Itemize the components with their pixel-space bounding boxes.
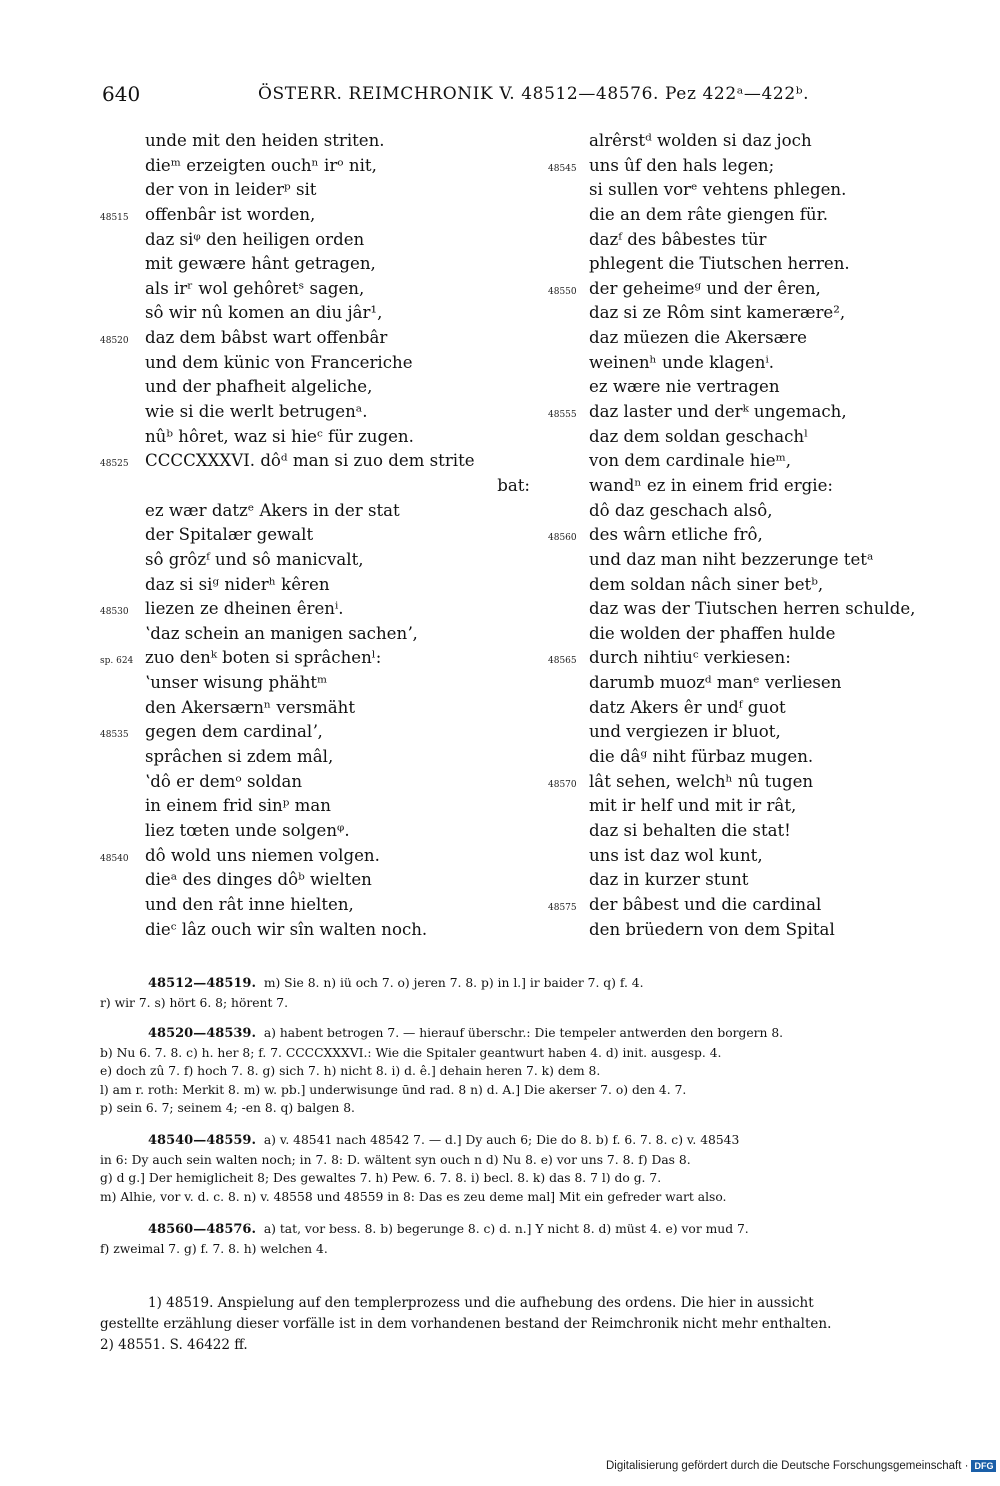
verse-line — [548, 548, 968, 573]
apparatus-line: f) zweimal 7. g) f. 7. 8. h) welchen 4. — [100, 1241, 328, 1256]
apparatus-range: 48520—48539. — [148, 1026, 256, 1041]
verse-text: dieᵃ des dinges dôᵇ wielten — [145, 870, 372, 890]
verse-text: daz laster und derᵏ ungemach, — [589, 402, 847, 422]
verse-text: nûᵇ hôret, waz si hieᶜ für zugen. — [145, 426, 414, 446]
verse-text: die wolden der phaffen hulde — [589, 623, 836, 643]
verse-line — [548, 844, 968, 869]
verse-text: der bâbest und die cardinal — [589, 894, 822, 914]
page-number: 640 — [102, 82, 141, 106]
apparatus-line: 48512—48519. m) Sie 8. n) iü och 7. o) jeren 7. 8. p) in l.] ir baider 7. q) f. 4. — [148, 976, 644, 991]
text-column-right — [548, 129, 968, 942]
verse-line — [100, 770, 530, 795]
verse-text: dieᶜ lâz ouch wir sîn walten noch. — [145, 919, 428, 939]
digitization-footer: Digitalisierung gefördert durch die Deutsche Forschungsgemeinschaft · DFG — [606, 1460, 996, 1472]
verse-line — [100, 893, 530, 918]
verse-line — [548, 646, 968, 671]
verse-text: den Akersærnⁿ versmäht — [145, 697, 356, 717]
footer-credit: Digitalisierung gefördert durch die Deutsche Forschungsgemeinschaft — [606, 1460, 962, 1473]
apparatus-line: p) sein 6. 7; seinem 4; -en 8. q) balgen 8. — [100, 1101, 355, 1116]
verse-line — [548, 893, 968, 918]
verse-line — [100, 868, 530, 893]
verse-line — [100, 671, 530, 696]
verse-text: daz was der Tiutschen herren schulde, — [589, 599, 916, 619]
verse-line — [100, 449, 530, 474]
verse-line — [548, 326, 968, 351]
verse-line — [100, 301, 530, 326]
verse-line — [548, 770, 968, 795]
dfg-logo: DFG — [971, 1460, 996, 1472]
verse-text: den brüedern von dem Spital — [589, 919, 835, 939]
verse-text: und vergiezen ir bluot, — [589, 722, 781, 742]
verse-line — [548, 425, 968, 450]
apparatus-line: 48540—48559. a) v. 48541 nach 48542 7. — d.] Dy auch 6; Die do 8. b) f. 6. 7. 8. c) v. 48543 — [148, 1133, 740, 1148]
verse-text: wie si die werlt betrugenᵃ. — [145, 402, 368, 422]
verse-line — [548, 400, 968, 425]
running-head: ÖSTERR. REIMCHRONIK V. 48512—48576. Pez 422ᵃ—422ᵇ. — [258, 84, 810, 104]
verse-text: datz Akers êr undᶠ guot — [589, 697, 786, 717]
verse-text: dieᵐ erzeigten ouchⁿ irᵒ nit, — [145, 155, 377, 175]
verse-text: wandⁿ ez in einem frid ergie: — [589, 475, 833, 495]
verse-text: daz si behalten die stat! — [589, 820, 791, 840]
verse-line — [548, 178, 968, 203]
verse-text: phlegent die Tiutschen herren. — [589, 254, 850, 274]
verse-number: 48540 — [100, 853, 129, 864]
verse-text: ez wær datzᵉ Akers in der stat — [145, 500, 400, 520]
verse-line — [548, 499, 968, 524]
verse-line — [100, 819, 530, 844]
verse-line — [100, 720, 530, 745]
verse-line — [100, 548, 530, 573]
verse-text: dô daz geschach alsô, — [589, 500, 773, 520]
verse-text: dô wold uns niemen volgen. — [145, 845, 380, 865]
verse-line — [100, 474, 530, 499]
apparatus-range: 48560—48576. — [148, 1222, 256, 1237]
verse-line — [100, 622, 530, 647]
verse-number: 48545 — [548, 163, 577, 174]
note-line: gestellte erzählung dieser vorfälle ist in dem vorhandenen bestand der Reimchronik nicht mehr enthalten. — [100, 1316, 832, 1332]
verse-line — [548, 375, 968, 400]
verse-number: 48525 — [100, 459, 129, 470]
verse-text: mit gewære hânt getragen, — [145, 254, 376, 274]
verse-line — [100, 499, 530, 524]
verse-text: gegen dem cardinalʼ, — [145, 722, 323, 742]
explanatory-notes — [100, 1293, 962, 1356]
verse-text: si sullen vorᵉ vehtens phlegen. — [589, 180, 847, 200]
verse-line — [100, 252, 530, 277]
apparatus-line: b) Nu 6. 7. 8. c) h. her 8; f. 7. CCCCXXXVI.: Wie die Spitaler geantwurt haben 4. d) init. ausgesp. 4. — [100, 1045, 722, 1060]
verse-line — [548, 252, 968, 277]
verse-line — [548, 622, 968, 647]
verse-line — [548, 523, 968, 548]
verse-line — [548, 794, 968, 819]
verse-text: daz in kurzer stunt — [589, 870, 749, 890]
verse-text: durch nihtiuᶜ verkiesen: — [589, 648, 791, 668]
verse-line — [100, 794, 530, 819]
apparatus-line: l) am r. roth: Merkit 8. m) w. pb.] underwisunge ūnd rad. 8 n) d. A.] Die akerser 7. o) den 4. 7. — [100, 1082, 687, 1097]
verse-text: bat: — [497, 475, 530, 495]
apparatus-line: g) d g.] Der hemiglicheit 8; Des gewaltes 7. h) Pew. 6. 7. 8. i) becl. 8. k) das 8. 7 l) do g. 7. — [100, 1171, 662, 1186]
verse-text: ʽdô er demᵒ soldan — [145, 771, 303, 791]
verse-line — [100, 129, 530, 154]
verse-number: 48575 — [548, 902, 577, 913]
apparatus-line: 48520—48539. a) habent betrogen 7. — hierauf überschr.: Die tempeler antwerden den borgern 8. — [148, 1026, 784, 1041]
verse-line — [100, 696, 530, 721]
verse-text: der von in leiderᵖ sit — [145, 180, 317, 200]
verse-text: die an dem râte giengen für. — [589, 204, 828, 224]
verse-number: sp. 624 — [100, 656, 134, 667]
verse-line — [100, 277, 530, 302]
apparatus-range: 48540—48559. — [148, 1133, 256, 1148]
verse-line — [548, 351, 968, 376]
verse-text: von dem cardinale hieᵐ, — [589, 451, 792, 471]
verse-text: daz si ze Rôm sint kamerære², — [589, 303, 846, 323]
verse-line — [548, 277, 968, 302]
verse-number: 48565 — [548, 656, 577, 667]
verse-text: daz siᵠ den heiligen orden — [145, 229, 365, 249]
verse-text: CCCCXXXVI. dôᵈ man si zuo dem strite — [145, 451, 475, 471]
verse-text: liezen ze dheinen êrenⁱ. — [145, 599, 344, 619]
verse-line — [548, 573, 968, 598]
verse-line — [100, 646, 530, 671]
verse-text: alrêrstᵈ wolden si daz joch — [589, 131, 812, 150]
verse-line — [548, 819, 968, 844]
verse-text: weinenʰ unde klagenⁱ. — [589, 352, 775, 372]
verse-line — [548, 228, 968, 253]
verse-text: ʽdaz schein an manigen sachenʼ, — [145, 623, 418, 643]
verse-text: und den rât inne hielten, — [145, 894, 354, 914]
verse-line — [100, 203, 530, 228]
verse-line — [548, 203, 968, 228]
verse-text: mit ir helf und mit ir rât, — [589, 796, 797, 816]
apparatus-range: 48512—48519. — [148, 976, 256, 991]
verse-text: offenbâr ist worden, — [145, 204, 316, 224]
verse-text: zuo denᵏ boten si sprâchenˡ: — [145, 648, 382, 668]
verse-line — [100, 400, 530, 425]
verse-text: dem soldan nâch siner betᵇ, — [589, 574, 824, 594]
verse-line — [100, 597, 530, 622]
verse-line — [100, 573, 530, 598]
verse-text: darumb muozᵈ manᵉ verliesen — [589, 673, 842, 693]
verse-text: ez wære nie vertragen — [589, 377, 780, 397]
apparatus-block-4 — [100, 1220, 962, 1258]
verse-text: unde mit den heiden striten. — [145, 131, 385, 150]
verse-line — [548, 449, 968, 474]
verse-line — [100, 351, 530, 376]
verse-number: 48555 — [548, 410, 577, 421]
note-line: 2) 48551. S. 46422 ff. — [100, 1337, 248, 1353]
verse-text: uns ûf den hals legen; — [589, 155, 775, 175]
verse-text: lât sehen, welchʰ nû tugen — [589, 771, 814, 791]
verse-text: uns ist daz wol kunt, — [589, 845, 763, 865]
verse-number: 48530 — [100, 607, 129, 618]
apparatus-line: r) wir 7. s) hört 6. 8; hörent 7. — [100, 995, 289, 1010]
verse-text: und dem künic von Franceriche — [145, 352, 413, 372]
apparatus-block-1 — [100, 974, 962, 1012]
verse-text: liez tœten unde solgenᵠ. — [145, 820, 350, 840]
verse-text: und daz man niht bezzerunge tetᵃ — [589, 549, 874, 569]
verse-line — [548, 696, 968, 721]
verse-number: 48535 — [100, 730, 129, 741]
verse-line — [100, 523, 530, 548]
verse-number: 48515 — [100, 212, 129, 223]
verse-text: als irʳ wol gehôretˢ sagen, — [145, 278, 365, 298]
verse-line — [100, 154, 530, 179]
text-column-left — [100, 129, 530, 942]
verse-text: ʽunser wisung phähtᵐ — [145, 673, 328, 693]
verse-text: der Spitalær gewalt — [145, 525, 314, 545]
verse-text: daz dem soldan geschachˡ — [589, 426, 809, 446]
apparatus-line: m) Alhie, vor v. d. c. 8. n) v. 48558 und 48559 in 8: Das es zeu deme mal] Mit ein gefreder wart also. — [100, 1189, 727, 1204]
verse-line — [548, 918, 968, 943]
verse-text: sô wir nû komen an diu jâr¹, — [145, 303, 383, 323]
verse-text: daz müezen die Akersære — [589, 328, 807, 348]
apparatus-block-2 — [100, 1024, 962, 1118]
verse-line — [100, 375, 530, 400]
verse-line — [548, 868, 968, 893]
verse-number: 48570 — [548, 779, 577, 790]
verse-number: 48560 — [548, 533, 577, 544]
verse-line — [548, 154, 968, 179]
verse-line — [100, 918, 530, 943]
verse-line — [100, 228, 530, 253]
verse-text: daz si siᵍ niderʰ kêren — [145, 574, 330, 594]
verse-text: und der phafheit algeliche, — [145, 377, 373, 397]
apparatus-line: 48560—48576. a) tat, vor bess. 8. b) begerunge 8. c) d. n.] Y nicht 8. d) müst 4. e) vor mud 7. — [148, 1222, 749, 1237]
verse-line — [100, 425, 530, 450]
verse-text: die dâᵍ niht fürbaz mugen. — [589, 747, 814, 767]
verse-line — [548, 671, 968, 696]
apparatus-line: in 6: Dy auch sein walten noch; in 7. 8: D. wältent syn ouch n d) Nu 8. e) vor uns 7. 8. f) Das 8. — [100, 1152, 691, 1167]
verse-text: daz dem bâbst wart offenbâr — [145, 328, 388, 348]
verse-line — [548, 474, 968, 499]
verse-line — [100, 326, 530, 351]
verse-line — [548, 597, 968, 622]
verse-line — [100, 745, 530, 770]
verse-line — [548, 301, 968, 326]
verse-text: sprâchen si zdem mâl, — [145, 747, 334, 767]
verse-line — [100, 844, 530, 869]
verse-text: der geheimeᵍ und der êren, — [589, 278, 821, 298]
apparatus-block-3 — [100, 1131, 962, 1206]
verse-text: in einem frid sinᵖ man — [145, 796, 331, 816]
verse-text: des wârn etliche frô, — [589, 525, 763, 545]
verse-text: sô grôzᶠ und sô manicvalt, — [145, 549, 364, 569]
verse-line — [548, 720, 968, 745]
verse-line — [548, 745, 968, 770]
verse-text: dazᶠ des bâbestes tür — [589, 229, 767, 249]
verse-number: 48520 — [100, 336, 129, 347]
apparatus-line: e) doch zû 7. f) hoch 7. 8. g) sich 7. h) nicht 8. i) d. ê.] dehain heren 7. k) dem 8. — [100, 1064, 601, 1079]
verse-number: 48550 — [548, 286, 577, 297]
verse-line — [100, 178, 530, 203]
note-line: 1) 48519. Anspielung auf den templerprozess und die aufhebung des ordens. Die hier in aussicht — [148, 1295, 814, 1311]
verse-line — [548, 129, 968, 154]
